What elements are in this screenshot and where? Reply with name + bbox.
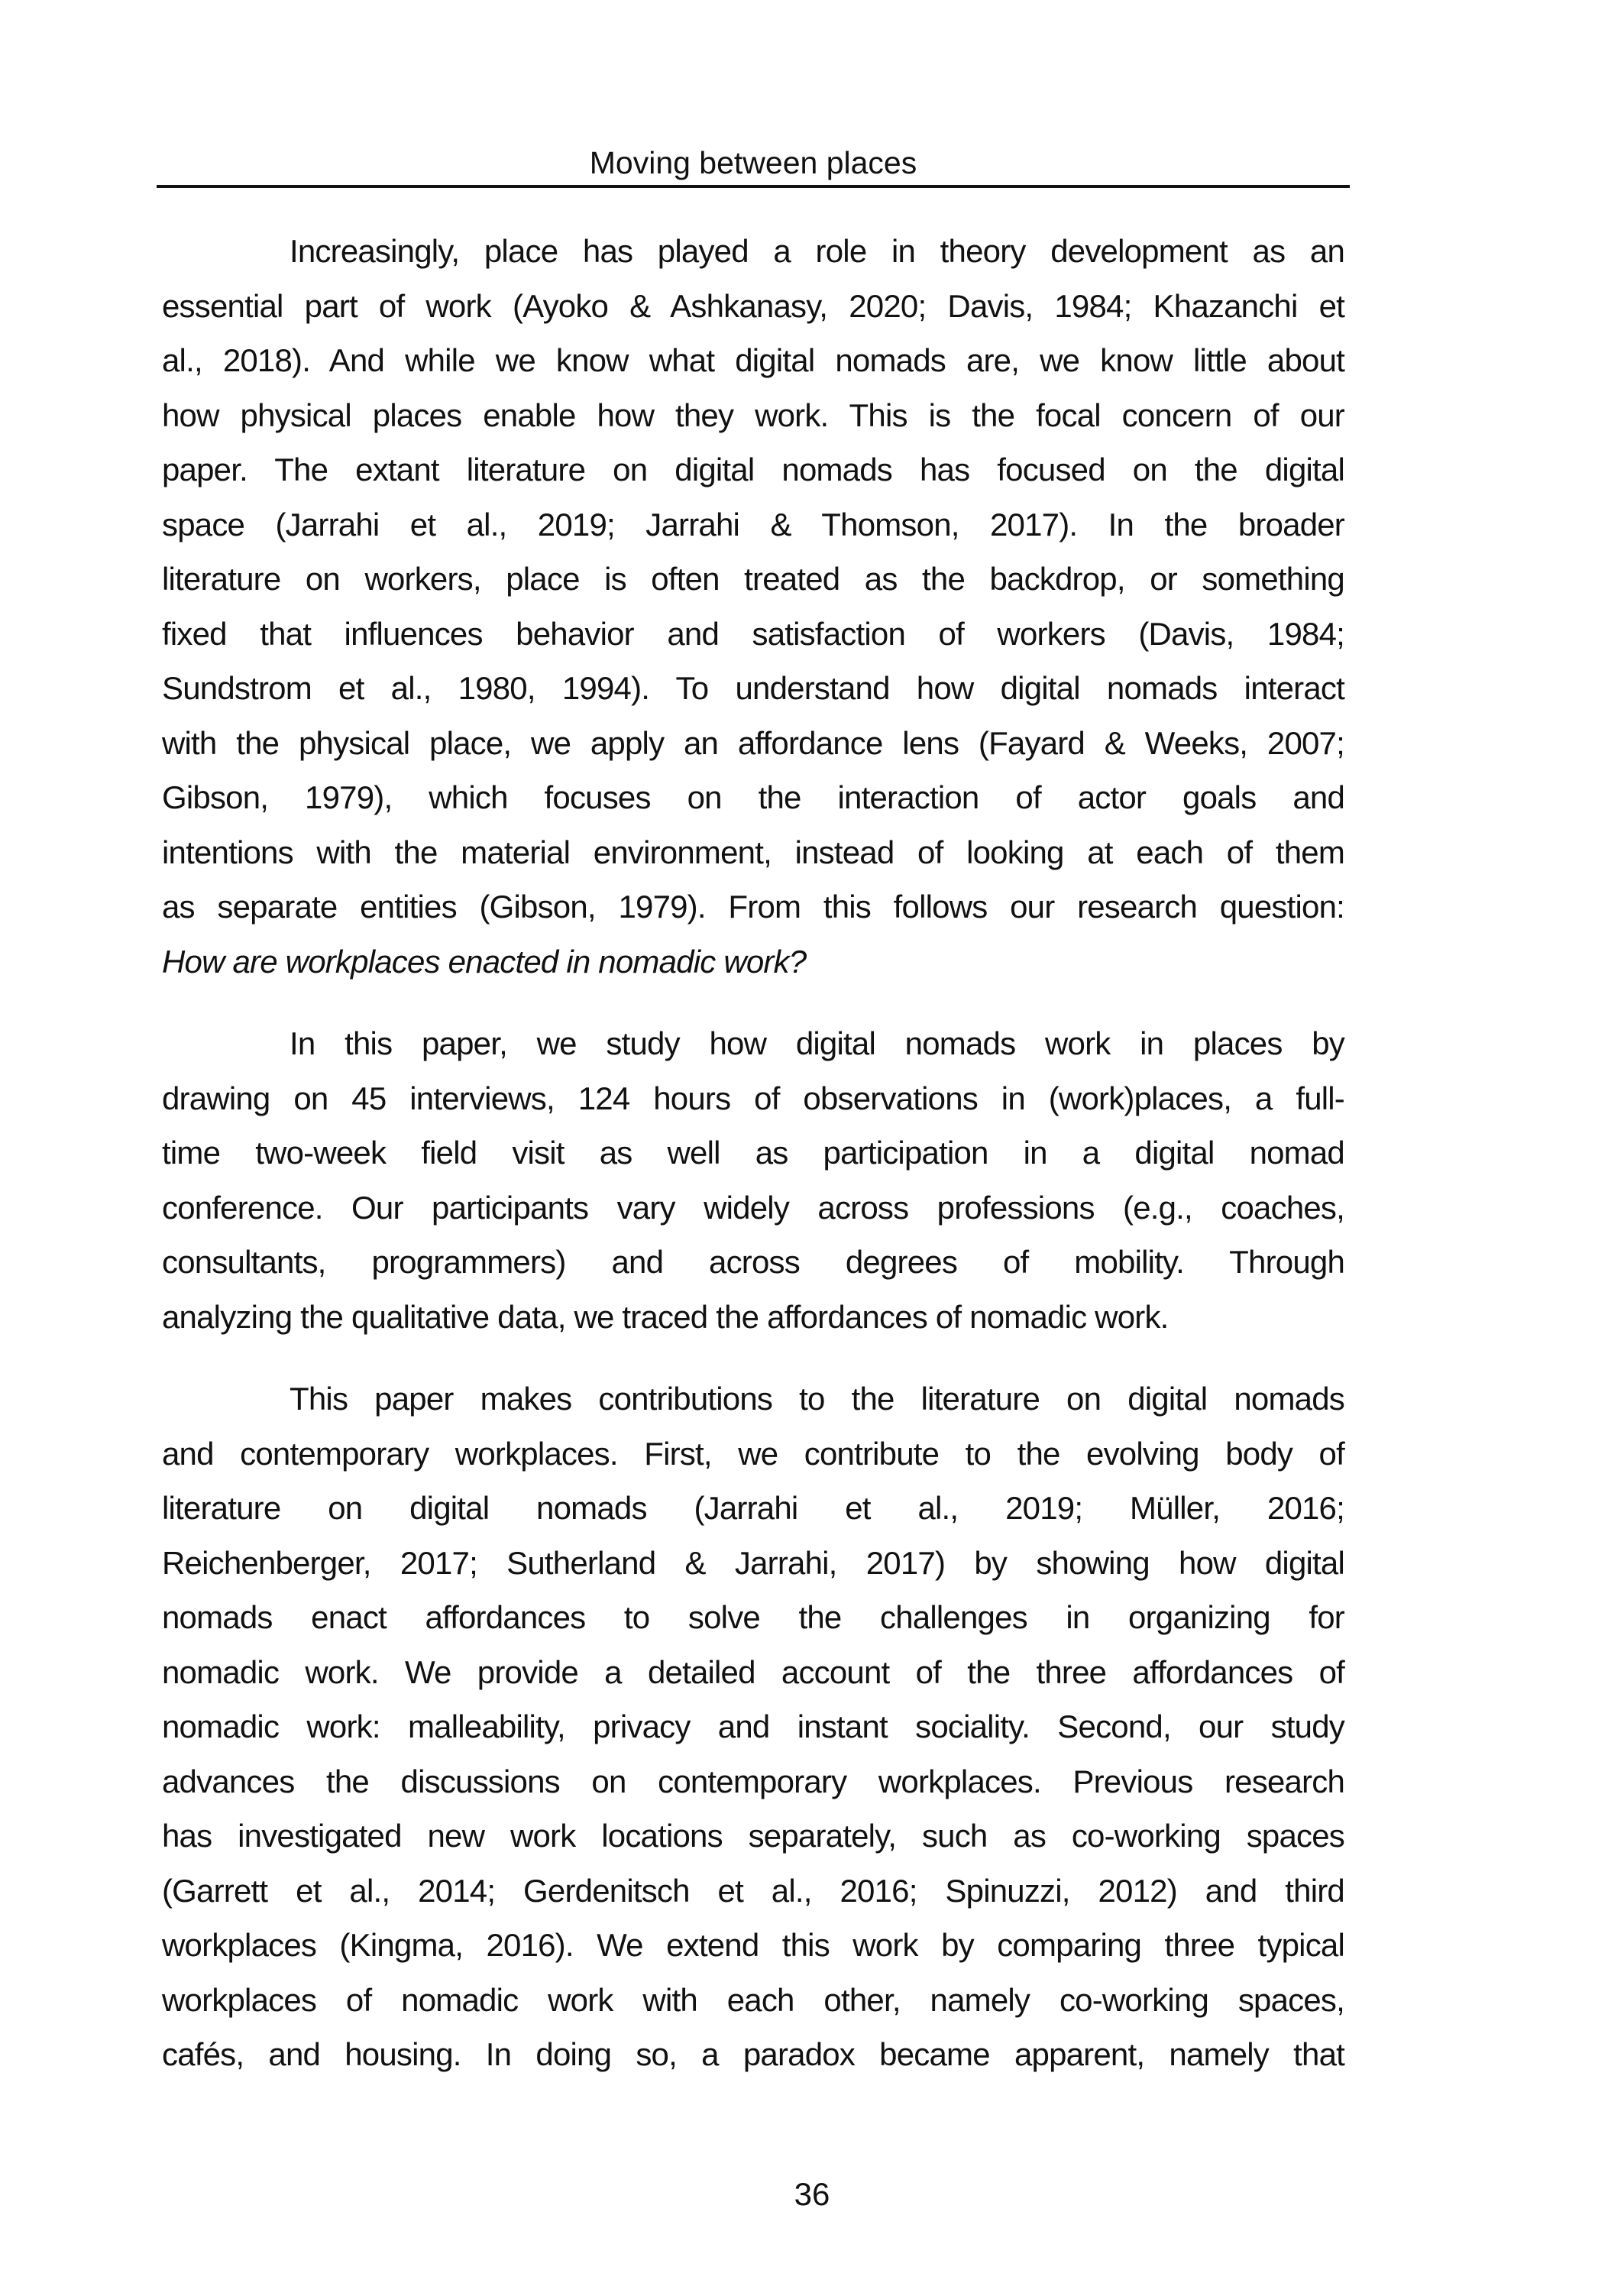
header-rule [157,185,1350,188]
text-line: fixed that influences behavior and satisfaction of workers (Davis, 1984; [162,615,1344,652]
text-line: analyzing the qualitative data, we traced the affordances of nomadic work. [162,1298,1169,1335]
text-line: conference. Our participants vary widely across professions (e.g., coaches, [162,1189,1344,1226]
text-line: cafés, and housing. In doing so, a paradox became apparent, namely that [162,2036,1344,2072]
text-line: with the physical place, we apply an affordance lens (Fayard & Weeks, 2007; [162,724,1344,761]
text-line: literature on workers, place is often treated as the backdrop, or something [162,561,1344,597]
text-line: advances the discussions on contemporary workplaces. Previous research [162,1763,1344,1799]
text-line: This paper makes contributions to the literature on digital nomads [290,1381,1344,1417]
research-question: How are workplaces enacted in nomadic work? [162,943,807,980]
text-line: (Garrett et al., 2014; Gerdenitsch et al., 2016; Spinuzzi, 2012) and third [162,1872,1344,1909]
text-line: In this paper, we study how digital nomads work in places by [290,1025,1344,1061]
text-line: intentions with the material environment, instead of looking at each of them [162,834,1344,870]
text-line: and contemporary workplaces. First, we contribute to the evolving body of [162,1435,1344,1472]
text-line: workplaces of nomadic work with each other, namely co-working spaces, [162,1981,1344,2018]
text-line: drawing on 45 interviews, 124 hours of observations in (work)places, a full- [162,1080,1344,1116]
running-header: Moving between places [589,145,917,180]
paragraph [162,224,1344,989]
text-line: Gibson, 1979), which focuses on the interaction of actor goals and [162,779,1344,815]
text-line: as separate entities (Gibson, 1979). From this follows our research question: [162,889,1344,925]
text-line: literature on digital nomads (Jarrahi et al., 2019; Müller, 2016; [162,1490,1344,1526]
text-line: Sundstrom et al., 1980, 1994). To understand how digital nomads interact [162,670,1344,706]
text-line: space (Jarrahi et al., 2019; Jarrahi & Thomson, 2017). In the broader [162,506,1344,542]
text-line: essential part of work (Ayoko & Ashkanasy, 2020; Davis, 1984; Khazanchi et [162,287,1344,324]
text-line: nomads enact affordances to solve the challenges in organizing for [162,1599,1344,1635]
text-line: how physical places enable how they work. This is the focal concern of our [162,397,1344,433]
paragraph [162,1016,1344,1344]
page-number: 36 [794,2176,830,2212]
text-line: paper. The extant literature on digital nomads has focused on the digital [162,452,1344,487]
text-line: consultants, programmers) and across degrees of mobility. Through [162,1244,1344,1280]
text-line: Reichenberger, 2017; Sutherland & Jarrahi, 2017) by showing how digital [162,1544,1344,1581]
text-line: nomadic work. We provide a detailed account of the three affordances of [162,1653,1344,1690]
text-line: Increasingly, place has played a role in theory development as an [290,233,1344,269]
paragraph [162,1372,1344,2082]
text-line: time two-week field visit as well as participation in a digital nomad [162,1135,1344,1171]
text-line: al., 2018). And while we know what digital nomads are, we know little about [162,342,1344,378]
body-text [162,224,1344,2110]
text-line: nomadic work: malleability, privacy and instant sociality. Second, our study [162,1708,1344,1744]
text-line: has investigated new work locations separately, such as co-working spaces [162,1818,1344,1854]
text-line: workplaces (Kingma, 2016). We extend this work by comparing three typical [162,1927,1344,1963]
